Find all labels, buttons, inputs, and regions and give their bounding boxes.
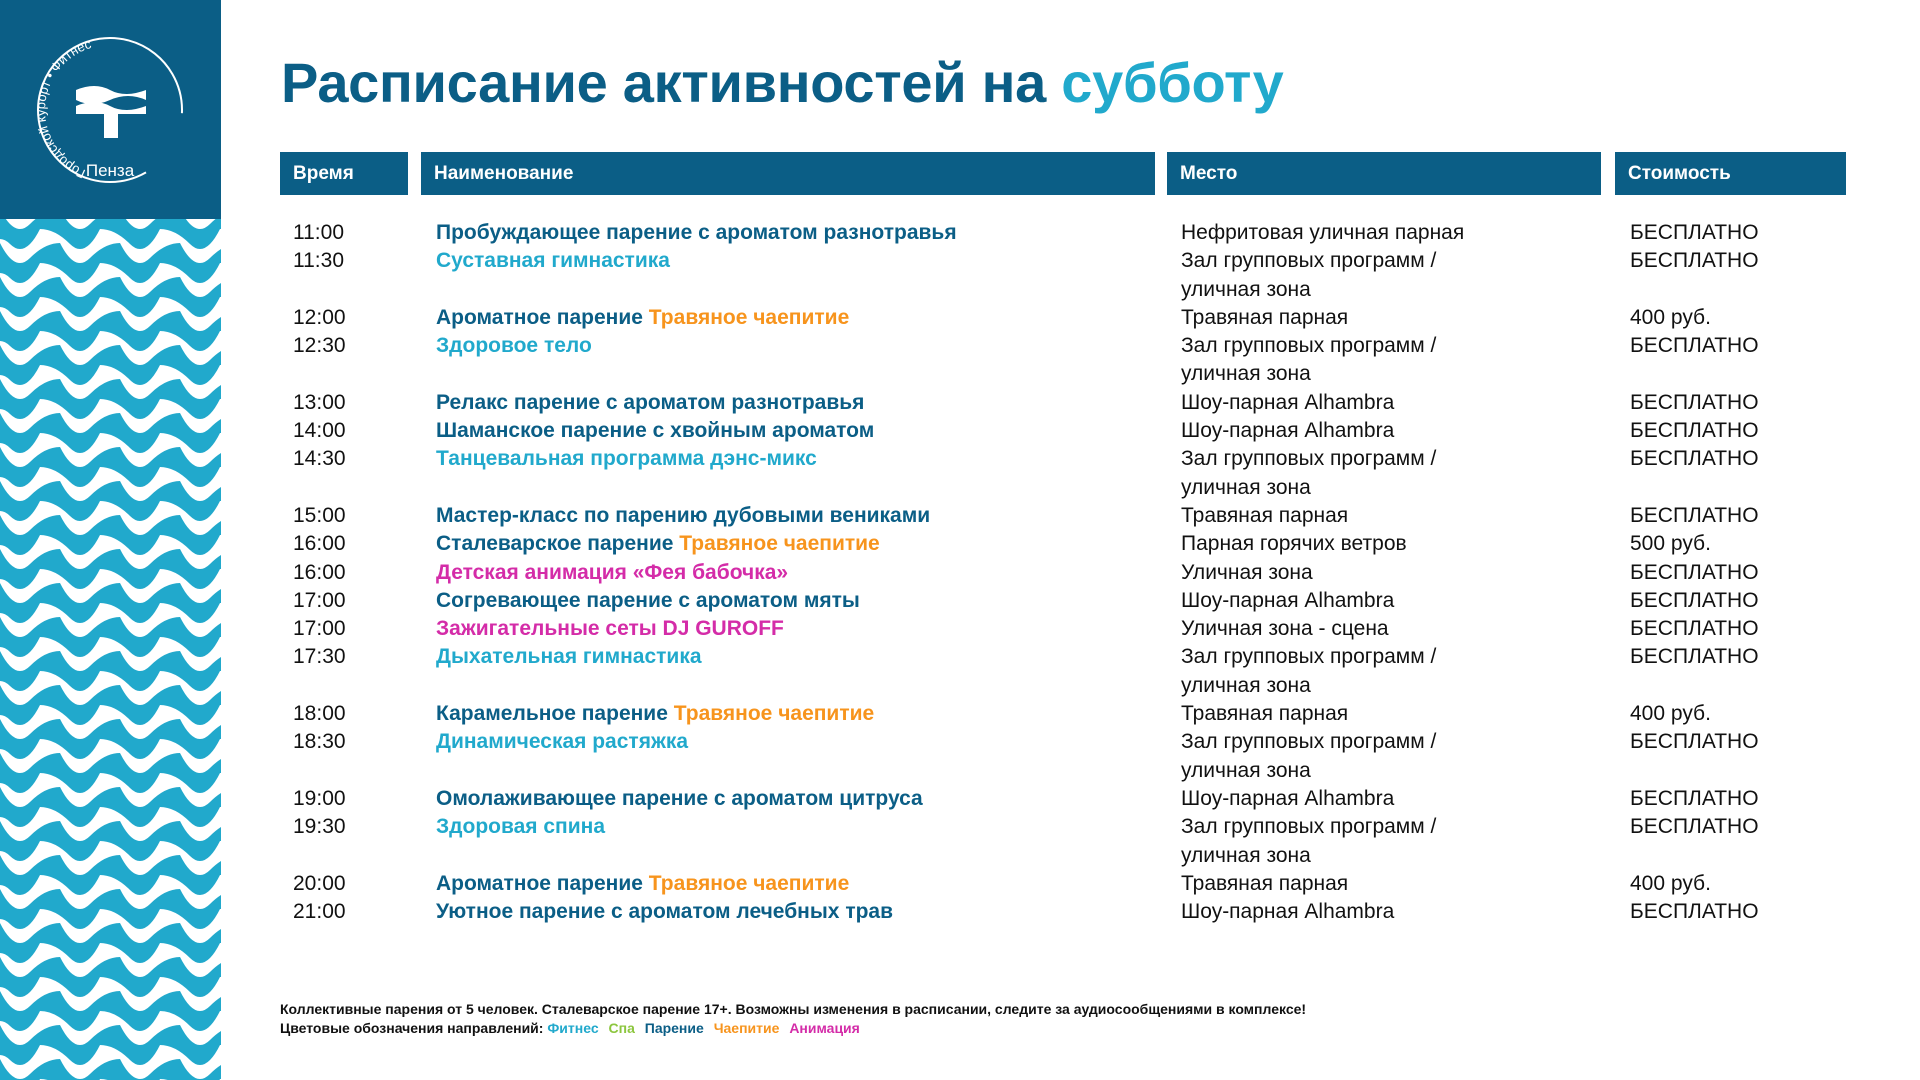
- row-activity: [436, 587, 860, 615]
- table-row: [0, 417, 1920, 445]
- row-time: 15:00: [293, 503, 346, 527]
- activity-name: Ароматное парение: [436, 871, 643, 895]
- row-activity: [436, 870, 849, 898]
- row-activity: [436, 247, 670, 275]
- row-time: 17:30: [293, 645, 346, 669]
- table-row: [0, 247, 1920, 304]
- row-place: Зал групповых программ / уличная зона: [1181, 334, 1437, 386]
- row-place: Зал групповых программ / уличная зона: [1181, 815, 1437, 867]
- row-place: Травяная парная: [1181, 702, 1349, 726]
- table-row: [0, 898, 1920, 926]
- table-row: [0, 332, 1920, 389]
- row-time: 13:00: [293, 390, 346, 414]
- row-activity: [436, 304, 849, 332]
- table-row: [0, 304, 1920, 332]
- row-time: 18:00: [293, 702, 346, 726]
- row-activity: [436, 559, 788, 587]
- row-place: Зал групповых программ / уличная зона: [1181, 730, 1437, 782]
- table-row: [0, 445, 1920, 502]
- row-activity: [436, 813, 605, 841]
- row-cost: БЕСПЛАТНО: [1630, 786, 1759, 810]
- footer-note: Коллективные парения от 5 человек. Сталеварское парение 17+. Возможны изменения в расписании, следите за аудиосообщениями в комплексе!: [280, 1001, 1307, 1017]
- row-place: Шоу-парная Alhambra: [1181, 900, 1395, 924]
- row-activity: [436, 530, 880, 558]
- row-cost: БЕСПЛАТНО: [1630, 221, 1759, 244]
- row-place: Шоу-парная Alhambra: [1181, 419, 1395, 443]
- row-place: Зал групповых программ / уличная зона: [1181, 645, 1437, 697]
- column-header-time: Время: [280, 152, 408, 195]
- row-place: Зал групповых программ / уличная зона: [1181, 447, 1437, 499]
- activity-name: Зажигательные сеты DJ GUROFF: [436, 617, 784, 641]
- row-place: Уличная зона: [1181, 560, 1313, 584]
- row-time: 21:00: [293, 900, 346, 924]
- table-row: [0, 785, 1920, 813]
- activity-name: Мастер-класс по парению дубовыми вениками: [436, 503, 931, 527]
- row-cost: БЕСПЛАТНО: [1630, 249, 1759, 273]
- legend-item-steam: Парение: [644, 1020, 704, 1036]
- activity-name: Шаманское парение с хвойным ароматом: [436, 419, 875, 443]
- activity-name: Суставная гимнастика: [436, 249, 670, 273]
- activity-name: Омолаживающее парение с ароматом цитруса: [436, 786, 923, 810]
- activity-name: Согревающее парение с ароматом мяты: [436, 588, 860, 612]
- row-cost: БЕСПЛАТНО: [1630, 900, 1759, 924]
- row-activity: [436, 417, 874, 445]
- table-row: [0, 700, 1920, 728]
- row-time: 16:00: [293, 560, 346, 584]
- activity-name: Танцевальная программа дэнс-микс: [436, 447, 817, 471]
- row-cost: 500 руб.: [1630, 532, 1711, 556]
- row-cost: БЕСПЛАТНО: [1630, 588, 1759, 612]
- logo: [0, 0, 221, 219]
- activity-name: Уютное парение с ароматом лечебных трав: [436, 900, 894, 924]
- table-row: [0, 502, 1920, 530]
- row-activity: [436, 785, 923, 813]
- color-legend: [280, 1019, 1306, 1038]
- row-activity: [436, 728, 688, 756]
- row-time: 17:00: [293, 588, 346, 612]
- activity-name: Здоровое тело: [436, 334, 592, 358]
- row-cost: 400 руб.: [1630, 305, 1711, 329]
- row-time: 11:00: [293, 221, 344, 244]
- row-activity: [436, 643, 702, 671]
- row-time: 20:00: [293, 871, 346, 895]
- row-cost: 400 руб.: [1630, 871, 1711, 895]
- activity-name: Ароматное парение: [436, 305, 643, 329]
- row-time: 19:00: [293, 786, 346, 810]
- legend-item-anim: Анимация: [789, 1020, 860, 1036]
- row-activity: [436, 389, 864, 417]
- row-cost: БЕСПЛАТНО: [1630, 419, 1759, 443]
- row-place: Травяная парная: [1181, 503, 1349, 527]
- column-header-name: Наименование: [421, 152, 1155, 195]
- row-activity: [436, 700, 874, 728]
- row-cost: БЕСПЛАТНО: [1630, 645, 1759, 669]
- table-row: [0, 813, 1920, 870]
- row-place: Парная горячих ветров: [1181, 532, 1407, 556]
- logo-city: Пенза: [85, 161, 135, 180]
- table-row: [0, 389, 1920, 417]
- row-place: Травяная парная: [1181, 305, 1349, 329]
- row-activity: [436, 615, 784, 643]
- row-place: Зал групповых программ / уличная зона: [1181, 249, 1437, 301]
- row-cost: БЕСПЛАТНО: [1630, 390, 1759, 414]
- row-time: 16:00: [293, 532, 346, 556]
- legend-item-tea: Чаепитие: [713, 1020, 780, 1036]
- row-place: Нефритовая уличная парная: [1181, 221, 1465, 244]
- row-place: Уличная зона - сцена: [1181, 617, 1389, 641]
- activity-name: Карамельное парение: [436, 702, 668, 726]
- page-title: Расписание активностей на субботу: [281, 51, 1284, 114]
- table-row: [0, 870, 1920, 898]
- row-cost: БЕСПЛАТНО: [1630, 730, 1759, 754]
- row-time: 17:00: [293, 617, 346, 641]
- row-time: 14:30: [293, 447, 346, 471]
- legend-item-spa: Спа: [608, 1020, 635, 1036]
- footer-notes: [280, 1000, 1306, 1038]
- row-activity: [436, 332, 592, 360]
- row-cost: БЕСПЛАТНО: [1630, 503, 1759, 527]
- activity-name: Пробуждающее парение с ароматом разнотравья: [436, 221, 957, 244]
- schedule-table: [0, 219, 1920, 926]
- logo-ring-text: Городской курорт • Фитнес: [32, 36, 93, 182]
- table-row: [0, 587, 1920, 615]
- column-header-place: Место: [1167, 152, 1601, 195]
- row-cost: БЕСПЛАТНО: [1630, 815, 1759, 839]
- row-time: 12:00: [293, 305, 346, 329]
- activity-name: Сталеварское парение: [436, 532, 674, 556]
- row-activity: [436, 445, 817, 473]
- row-activity: [436, 898, 893, 926]
- column-header-cost: Стоимость: [1615, 152, 1846, 195]
- row-cost: 400 руб.: [1630, 702, 1711, 726]
- row-cost: БЕСПЛАТНО: [1630, 560, 1759, 584]
- row-place: Шоу-парная Alhambra: [1181, 588, 1395, 612]
- legend-label: Цветовые обозначения направлений:: [280, 1020, 544, 1036]
- row-place: Травяная парная: [1181, 871, 1349, 895]
- activity-name: Детская анимация «Фея бабочка»: [436, 560, 789, 584]
- activity-name: Здоровая спина: [436, 815, 606, 839]
- table-row: [0, 728, 1920, 785]
- activity-name: Дыхательная гимнастика: [436, 645, 702, 669]
- table-row: [0, 530, 1920, 558]
- row-time: 18:30: [293, 730, 346, 754]
- row-place: Шоу-парная Alhambra: [1181, 786, 1395, 810]
- row-time: 14:00: [293, 419, 346, 443]
- activity-tea-addon: Травяное чаепитие: [673, 702, 875, 726]
- activity-name: Динамическая растяжка: [436, 730, 689, 754]
- page-title-accent: субботу: [1061, 51, 1284, 114]
- activity-tea-addon: Травяное чаепитие: [648, 871, 850, 895]
- activity-tea-addon: Травяное чаепитие: [648, 305, 850, 329]
- row-time: 19:30: [293, 815, 346, 839]
- activity-name: Релакс парение с ароматом разнотравья: [436, 390, 865, 414]
- activity-tea-addon: Травяное чаепитие: [679, 532, 880, 556]
- row-activity: [436, 502, 930, 530]
- row-time: 12:30: [293, 334, 346, 358]
- row-cost: БЕСПЛАТНО: [1630, 447, 1759, 471]
- table-row: [0, 643, 1920, 700]
- row-cost: БЕСПЛАТНО: [1630, 334, 1759, 358]
- legend-item-fit: Фитнес: [547, 1020, 599, 1036]
- row-place: Шоу-парная Alhambra: [1181, 390, 1395, 414]
- row-activity: [436, 219, 957, 247]
- table-row: [0, 559, 1920, 587]
- table-row: [0, 615, 1920, 643]
- row-time: 11:30: [293, 249, 344, 273]
- row-cost: БЕСПЛАТНО: [1630, 617, 1759, 641]
- table-row: [0, 219, 1920, 247]
